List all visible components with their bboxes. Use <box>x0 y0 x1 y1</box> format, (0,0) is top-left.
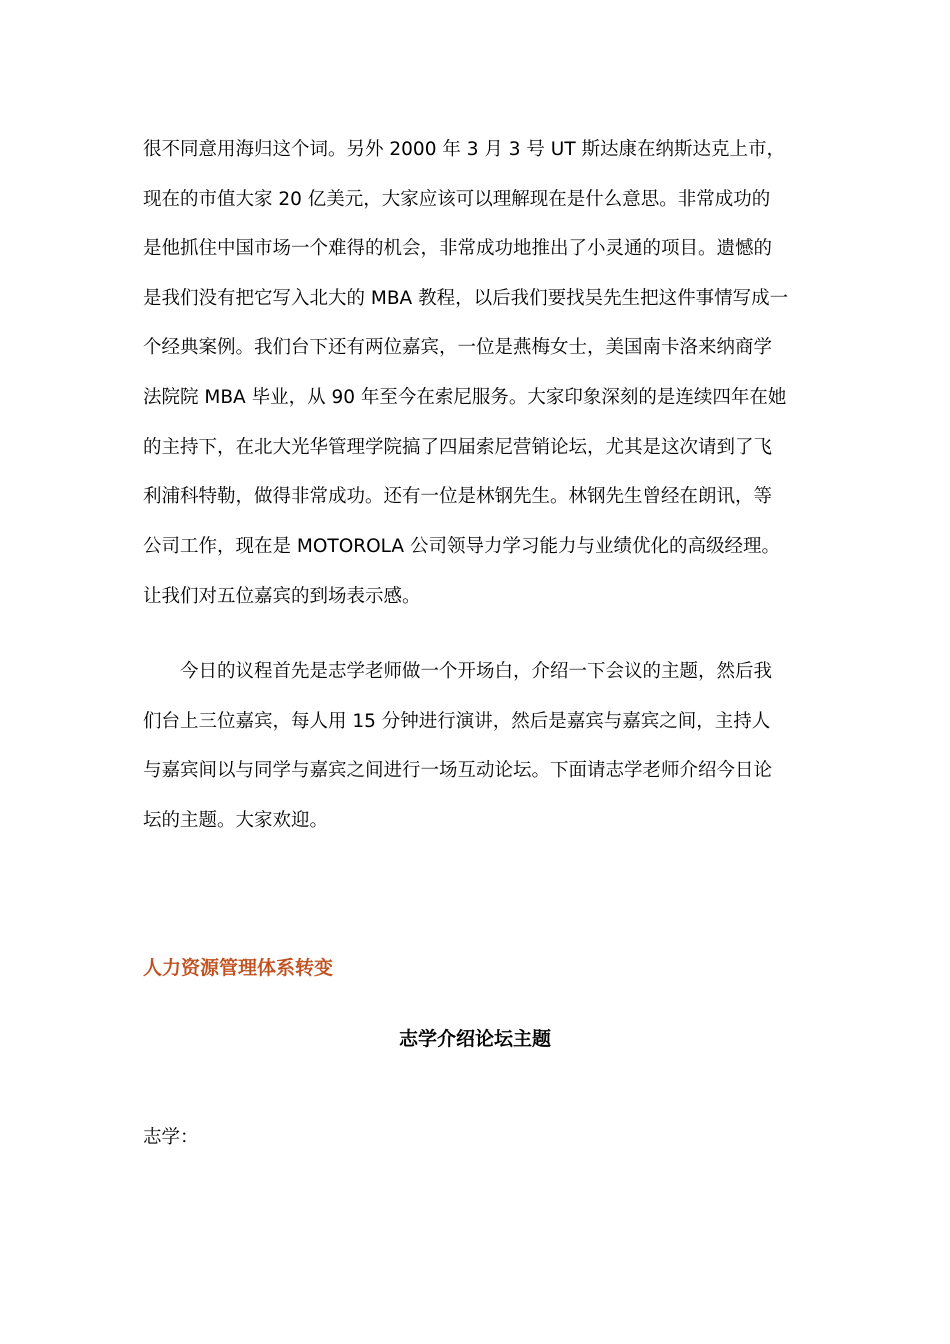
paragraph-line: 们台上三位嘉宾，每人用 15 分钟进行演讲，然后是嘉宾与嘉宾之间，主持人 <box>143 711 771 732</box>
paragraph-line: 是他抓住中国市场一个难得的机会，非常成功地推出了小灵通的项目。遗憾的 <box>143 238 773 259</box>
paragraph-line: 法院院 MBA 毕业，从 90 年至今在索尼服务。大家印象深刻的是连续四年在她 <box>143 387 787 408</box>
paragraph-line: 与嘉宾间以与同学与嘉宾之间进行一场互动论坛。下面请志学老师介绍今日论 <box>143 760 773 781</box>
section-title: 志学介绍论坛主题 <box>398 1028 551 1050</box>
paragraph-line: 现在的市值大家 20 亿美元，大家应该可以理解现在是什么意思。非常成功的 <box>143 189 771 210</box>
paragraph-line: 的主持下，在北大光华管理学院搞了四届索尼营销论坛，尤其是这次请到了飞 <box>143 437 773 458</box>
section-heading: 人力资源管理体系转变 <box>143 957 334 979</box>
paragraph-line: 今日的议程首先是志学老师做一个开场白，介绍一下会议的主题，然后我 <box>180 661 773 682</box>
paragraph-line: 利浦科特勒，做得非常成功。还有一位是林钢先生。林钢先生曾经在朗讯，等 <box>143 486 773 507</box>
speaker-label: 志学： <box>143 1127 199 1148</box>
paragraph-line: 是我们没有把它写入北大的 MBA 教程，以后我们要找吴先生把这件事情写成一 <box>143 288 789 309</box>
paragraph-line: 坛的主题。大家欢迎。 <box>143 810 329 831</box>
paragraph-line: 很不同意用海归这个词。另外 2000 年 3 月 3 号 UT 斯达康在纳斯达克上市， <box>143 139 786 160</box>
paragraph-line: 公司工作，现在是 MOTOROLA 公司领导力学习能力与业绩优化的高级经理。 <box>143 536 780 557</box>
paragraph-line: 让我们对五位嘉宾的到场表示感。 <box>143 586 421 607</box>
paragraph-line: 个经典案例。我们台下还有两位嘉宾，一位是燕梅女士，美国南卡洛来纳商学 <box>143 337 773 358</box>
